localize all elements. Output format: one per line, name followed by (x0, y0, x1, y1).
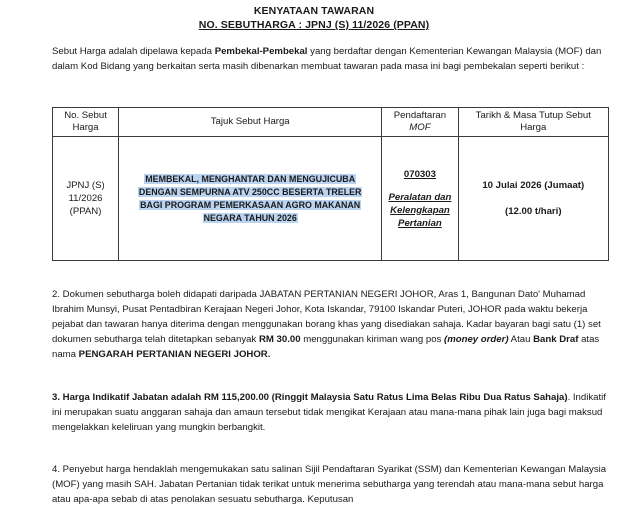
para2-index: 2. (52, 289, 61, 300)
title-line-3: BAGI PROGRAM PEMERKASAAN AGRO MAKANAN (140, 199, 361, 210)
paragraph-2 (52, 287, 612, 362)
cell-mof-registration (382, 137, 458, 261)
para2-amount: RM 30.00 (258, 334, 301, 345)
mof-field-line2: Kelengkapan (390, 204, 450, 216)
title-line-1: MEMBEKAL, MENGHANTAR DAN MENGUJICUBA (145, 173, 356, 184)
quotation-no-line3: (PPAN) (69, 206, 102, 217)
closing-time: (12.00 t/hari) (505, 206, 562, 217)
mof-field-line1: Peralatan dan (388, 191, 452, 203)
mof-code: 070303 (403, 168, 436, 180)
cell-quotation-no (53, 137, 119, 261)
para4-text: Penyebut harga hendaklah mengemukakan satu salinan Sijil Pendaftaran Syarikat (SSM) dan Kementerian Kewangan Malaysia (MOF) yang masih SAH. Jabatan Pertanian tidak terikat untuk menerima sebutharga yang terendah atau mana-mana sebut harga atau apa-apa sebab di atas penolakan sesuatu sebutharga. Keputusan (52, 464, 607, 505)
cell-closing-date (458, 137, 608, 261)
para3-heading: 3. Harga Indikatif Jabatan adalah RM 115,200.00 (Ringgit Malaysia Satu Ratus Lima Belas Ribu Dua Ratus Sahaja) (52, 392, 568, 403)
notice-title: KENYATAAN TAWARAN (253, 5, 375, 17)
para2-text-2: menggunakan kiriman wang pos (300, 334, 445, 345)
header-mof-label: MOF (409, 122, 431, 133)
header-pendaftaran-label: Pendaftaran (393, 110, 447, 121)
mof-field (386, 191, 453, 230)
quotation-table (52, 107, 609, 261)
paragraph-3 (52, 390, 612, 435)
para2-text-3: Atau (508, 334, 534, 345)
para2-text-1: Dokumen sebutharga boleh didapati daripada JABATAN PERTANIAN NEGERI JOHOR, Aras 1, Bangunan Dato' Muhamad Ibrahim Munsyi, Pusat Pentadbiran Kerajaan Negeri Johor, Kota Iskandar, 79100 Iskandar Puteri, JOHOR pada waktu bekerja pejabat dan tawaran hanya diterima dengan menggunakan borang khas yang disediakan sahaja. Kadar bayaran bagi satu (1) set dokumen sebutharga telah ditetapkan sebanyak (52, 289, 601, 345)
header-tajuk: Tajuk Sebut Harga (119, 108, 382, 137)
table-row (53, 137, 609, 261)
intro-text-1: Sebut Harga adalah dipelawa kepada (52, 46, 215, 57)
header-no-sebut-harga: No. Sebut Harga (53, 108, 119, 137)
intro-text-2: yang berdaftar dengan Kementerian Kewangan Malaysia (MOF) dan dalam Kod Bidang yang berkaitan serta masih dibenarkan membuat tawaran pada masa ini bagi pembekalan seperti berikut : (52, 46, 602, 72)
closing-date: 10 Julai 2026 (Jumaat) (482, 180, 585, 191)
header-pendaftaran (382, 108, 458, 137)
quotation-reference: NO. SEBUTHARGA : JPNJ (S) 11/2026 (PPAN) (198, 19, 430, 31)
table-header-row (53, 108, 609, 137)
para3-text: . Indikatif ini merupakan suatu anggaran sahaja dan amaun tersebut tidak mengikat Kerajaan atau mana-mana pihak lain juga bagi maksud mengelakkan keleliruan yang mungkin berbangkit. (52, 392, 606, 433)
para2-text-4: atas nama (52, 334, 600, 360)
quotation-no-line1: JPNJ (S) (66, 180, 105, 191)
para2-money-order: (money order) (444, 334, 509, 345)
header-tarikh: Tarikh & Masa Tutup Sebut Harga (458, 108, 608, 137)
title-line-2: DENGAN SEMPURNA ATV 250CC BESERTA TRELER (138, 186, 362, 197)
intro-paragraph (52, 44, 612, 74)
intro-bold-suppliers: Pembekal-Pembekal (214, 46, 308, 57)
paragraph-4 (52, 462, 612, 507)
mof-field-line3: Pertanian (398, 217, 442, 229)
para2-payee: PENGARAH PERTANIAN NEGERI JOHOR. (78, 349, 271, 360)
para4-index: 4. (52, 464, 61, 475)
title-line-4: NEGARA TAHUN 2026 (203, 212, 297, 223)
cell-quotation-title (119, 137, 382, 261)
para2-bank-draf: Bank Draf (533, 334, 579, 345)
quotation-no-line2: 11/2026 (68, 193, 103, 204)
